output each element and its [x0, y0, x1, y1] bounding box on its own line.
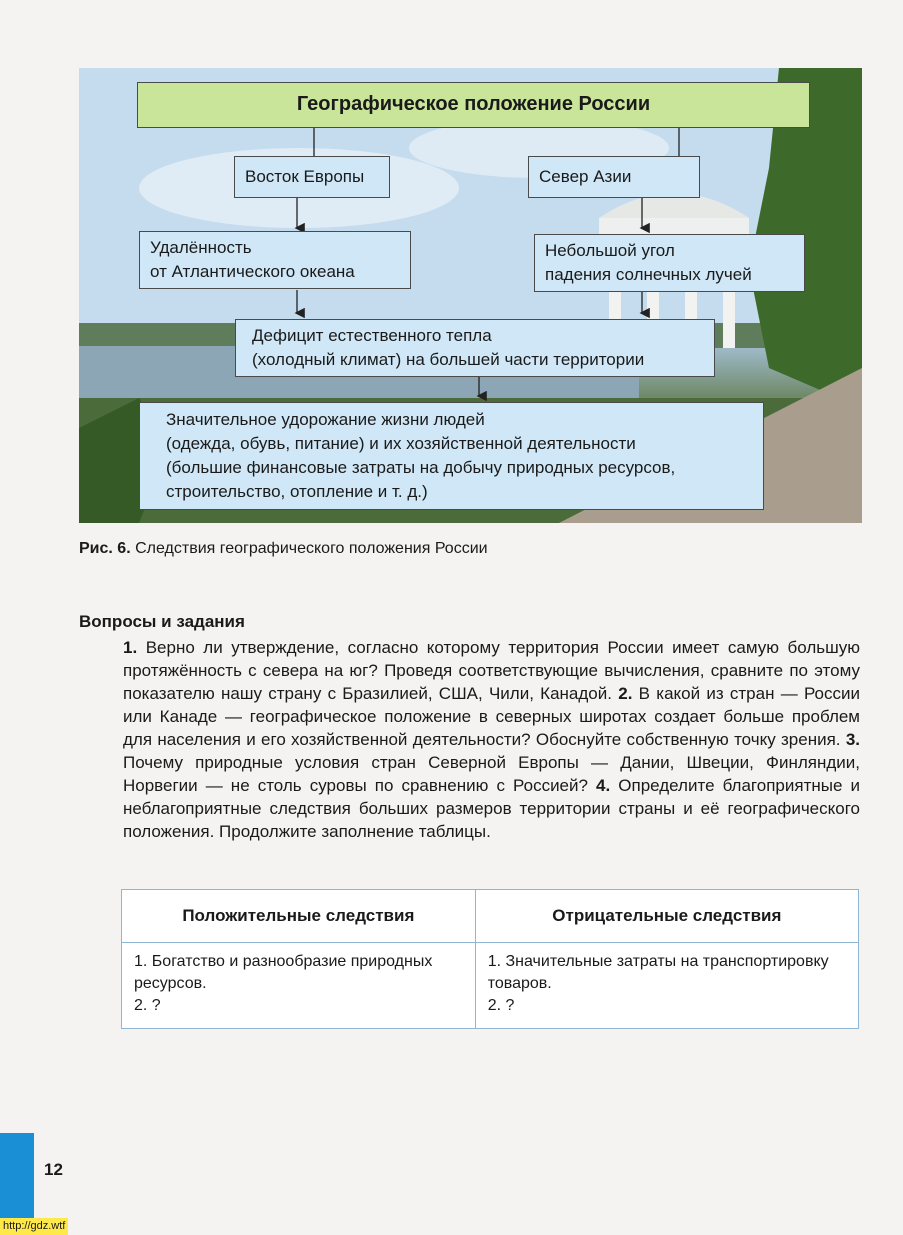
- cost-line-1: Значительное удорожание жизни людей: [166, 410, 485, 429]
- consequences-table: [121, 889, 859, 1029]
- caption-text: Следствия географического положения России: [130, 540, 488, 557]
- negative-item-2: 2. ?: [487, 997, 515, 1014]
- diagram-title: Географическое положение России: [137, 82, 810, 128]
- caption-label: Рис. 6.: [79, 540, 131, 557]
- negative-header: Отрицательные следствия: [475, 890, 858, 943]
- heat-deficit-line-1: Дефицит естественного тепла: [252, 326, 492, 345]
- question-1-number: 1.: [123, 638, 138, 657]
- east-europe-box: [234, 156, 390, 198]
- east-europe-label: Восток Европы: [245, 167, 365, 186]
- sun-angle-line-1: Небольшой угол: [545, 241, 675, 260]
- question-2: В какой из стран — России или Канаде — географическое положение в северных широтах создает больше проблем для населения и его хозяйственной деятельности? Обоснуйте собственную точку зрения.: [123, 684, 860, 749]
- positive-item-2: 2. ?: [134, 997, 161, 1014]
- cost-line-4: строительство, отопление и т. д.): [166, 482, 428, 501]
- positive-header: Положительные следствия: [122, 890, 476, 943]
- table-header-row: [122, 890, 859, 943]
- question-2-number: 2.: [618, 684, 633, 703]
- cost-line-3: (большие финансовые затраты на добычу природных ресурсов,: [166, 458, 676, 477]
- remoteness-line-1: Удалённость: [150, 238, 252, 257]
- questions-heading: Вопросы и задания: [79, 612, 245, 631]
- negative-item-1: 1. Значительные затраты на транспортировку товаров.: [487, 953, 829, 992]
- question-3-number: 3.: [845, 730, 860, 749]
- cost-increase-box: [139, 402, 764, 510]
- questions-text: [123, 636, 860, 843]
- question-1: Верно ли утверждение, согласно которому территория России имеет самую большую протяжённость с севера на юг? Проведя соответствующие вычисления, сравните по этому показателю нашу страну с Бразилией, США, Чили, Канадой.: [123, 638, 860, 703]
- sun-angle-box: [534, 234, 805, 292]
- north-asia-box: [528, 156, 700, 198]
- figure-diagram: [79, 68, 862, 523]
- watermark-url: http://gdz.wtf: [0, 1218, 68, 1235]
- positive-cell: [122, 943, 476, 1029]
- sun-angle-line-2: падения солнечных лучей: [545, 265, 752, 284]
- page-number: 12: [44, 1160, 63, 1179]
- cost-line-2: (одежда, обувь, питание) и их хозяйственной деятельности: [166, 434, 636, 453]
- question-3: Почему природные условия стран Северной Европы — Дании, Швеции, Финляндии, Норвегии — не столь суровы по сравнению с Россией?: [123, 753, 860, 795]
- positive-item-1: 1. Богатство и разнообразие природных ресурсов.: [134, 953, 433, 992]
- figure-caption: [79, 540, 488, 558]
- table-row: [122, 943, 859, 1029]
- remoteness-box: [139, 231, 411, 289]
- question-4-number: 4.: [596, 776, 611, 795]
- heat-deficit-box: [235, 319, 715, 377]
- heat-deficit-line-2: (холодный климат) на большей части территории: [252, 350, 645, 369]
- north-asia-label: Север Азии: [539, 167, 632, 186]
- negative-cell: [475, 943, 858, 1029]
- question-4: Определите благоприятные и неблагоприятные следствия больших размеров территории страны и её географического положения. Продолжите заполнение таблицы.: [123, 776, 860, 841]
- remoteness-line-2: от Атлантического океана: [150, 262, 355, 281]
